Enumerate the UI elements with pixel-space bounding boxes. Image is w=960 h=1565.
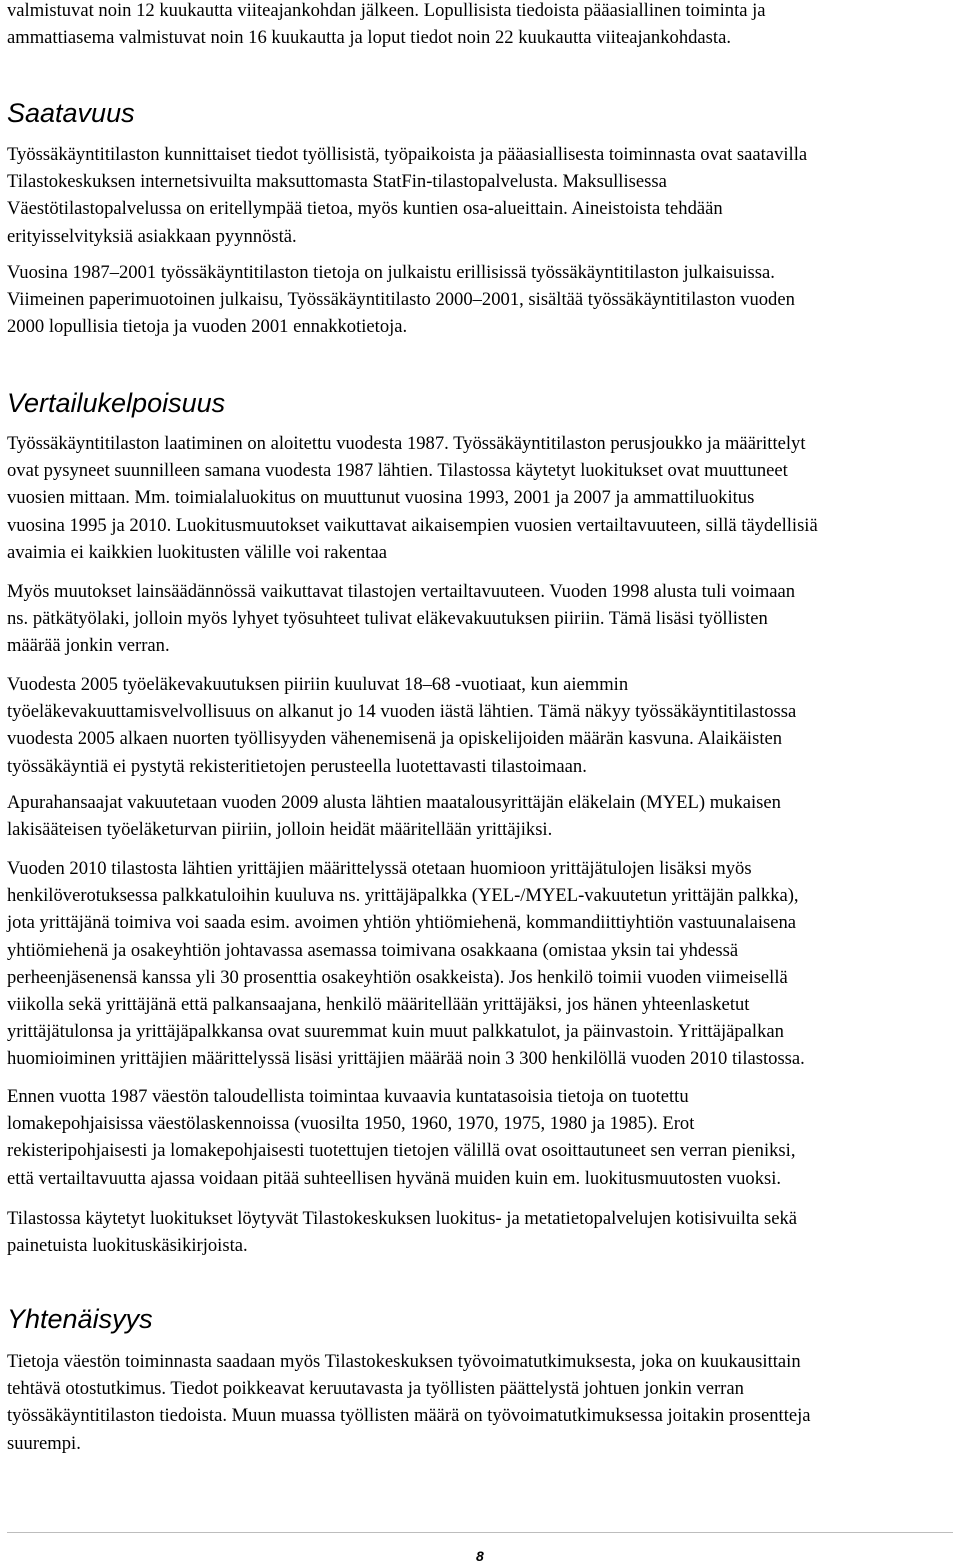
text-line: erityisselvityksiä asiakkaan pyynnöstä. [7, 225, 297, 247]
text-line: henkilöverotuksessa palkkatuloihin kuuluva ns. yrittäjäpalkka (YEL-/MYEL-vakuutetun yrittäjän palkka), [7, 885, 799, 907]
paragraph [7, 430, 818, 566]
paragraph [7, 259, 795, 341]
text-line: Tilastokeskuksen internetsivuilta maksuttomasta StatFin-tilastopalvelusta. Maksullisessa [7, 171, 667, 193]
paragraph [7, 1348, 811, 1457]
text-line: Myös muutokset lainsäädännössä vaikuttavat tilastojen vertailtavuuteen. Vuoden 1998 alusta tuli voimaan [7, 581, 796, 602]
intro-paragraph [7, 0, 766, 51]
text-line: ns. pätkätyölaki, jolloin myös lyhyet työsuhteet tulivat eläkevakuutuksen piiriin. Tämä lisäsi työllisten [7, 608, 768, 630]
text-line: vuodesta 2005 alkaen nuorten työllisyyden vähenemisenä ja opiskelijoiden määrän kasvuna. Alaikäisten [7, 728, 783, 750]
text-line: tehtävä otostutkimus. Tiedot poikkeavat keruutavasta ja työllisten päättelystä johtuen jonkin verran [7, 1378, 744, 1400]
text-line: määrää jonkin verran. [7, 635, 170, 657]
text-line: Vuoden 2010 tilastosta lähtien yrittäjien määrittelyssä otetaan huomioon yrittäjätulojen lisäksi myös [7, 858, 752, 879]
paragraph [7, 141, 807, 250]
text-line: perheenjäsenensä kanssa yli 30 prosenttia osakeyhtiön osakkeista). Jos henkilö toimii vuoden viimeisellä [7, 966, 788, 988]
text-line: huomioiminen yrittäjien määrittelyssä lisäsi yrittäjien määrää noin 3 300 henkilöllä vuoden 2010 tilastossa. [7, 1048, 805, 1070]
text-line: valmistuvat noin 12 kuukautta viiteajankohdan jälkeen. Lopullisista tiedoista pääasiallinen toiminta ja [7, 0, 766, 21]
text-line: Tietoja väestön toiminnasta saadaan myös Tilastokeskuksen työvoimatutkimuksesta, joka on kuukausittain [7, 1351, 801, 1372]
text-line: Väestötilastopalvelussa on eritellympää tietoa, myös kuntien osa-alueittain. Aineistoista tehdään [7, 198, 723, 220]
text-line: vuosien mittaan. Mm. toimialaluokitus on muuttunut vuosina 1993, 2001 ja 2007 ja ammattiluokitus [7, 487, 755, 509]
text-line: Vuodesta 2005 työeläkevakuutuksen piiriin kuuluvat 18–68 -vuotiaat, kun aiemmin [7, 674, 629, 695]
text-line: vuosina 1995 ja 2010. Luokitusmuutokset vaikuttavat aikaisempien vuosien vertailtavuuteen, sillä täydellisiä [7, 514, 818, 536]
paragraph [7, 671, 796, 780]
text-line: jota yrittäjänä toimiva voi saada esim. avoimen yhtiön yhtiömiehenä, kommandiittiyhtiön vastuunalaisena [7, 912, 797, 934]
text-line: Tilastossa käytetyt luokitukset löytyvät Tilastokeskuksen luokitus- ja metatietopalvelujen kotisivuilta sekä [7, 1208, 797, 1229]
page-number: 8 [476, 1548, 484, 1564]
text-line: viikolla sekä yrittäjänä että palkansaajana, henkilö määritellään yrittäjäksi, jos hänen yhteenlasketut [7, 994, 750, 1016]
section-heading-yhtenaisyys: Yhtenäisyys [7, 1304, 153, 1334]
text-line: työeläkevakuuttamisvelvollisuus on alkanut jo 14 vuoden iästä lähtien. Tämä näkyy työssäkäyntitilastossa [7, 701, 797, 723]
section-heading-vertailukelpoisuus: Vertailukelpoisuus [7, 388, 226, 418]
text-line: rekisteripohjaisesti ja lomakepohjaisesti tuotettujen tietojen välillä ovat osoittautuneet sen verran pieniksi, [7, 1140, 796, 1162]
text-line: yhtiömiehenä ja osakeyhtiön johtavassa asemassa toimivana osakkaana (omistaa yksin tai yhdessä [7, 939, 739, 961]
text-line: suurempi. [7, 1432, 81, 1454]
paragraph [7, 789, 781, 843]
paragraph [7, 578, 795, 660]
text-line: työssäkäyntiä ei pystytä rekisteritietojen perusteella luotettavasti tilastoimaan. [7, 755, 587, 777]
text-line: että vertailtavuutta ajassa voidaan pitää suhteellisen hyvänä muiden kuin em. luokitusmuutosten vuoksi. [7, 1167, 782, 1189]
text-line: lakisääteisen työeläketurvan piiriin, jolloin heidät määritellään yrittäjiksi. [7, 819, 553, 841]
text-line: Ennen vuotta 1987 väestön taloudellista toimintaa kuvaavia kuntatasoisia tietoja on tuotettu [7, 1086, 689, 1107]
text-line: Vuosina 1987–2001 työssäkäyntitilaston tietoja on julkaistu erillisissä työssäkäyntitilaston julkaisuissa. [7, 262, 775, 283]
text-line: työssäkäyntitilaston tiedoista. Muun muassa työllisten määrä on työvoimatutkimuksessa joitakin prosentteja [7, 1405, 811, 1427]
text-line: Viimeinen paperimuotoinen julkaisu, Työssäkäyntitilasto 2000–2001, sisältää työssäkäyntitilaston vuoden [7, 289, 795, 311]
paragraph [7, 1205, 797, 1259]
paragraph [7, 855, 805, 1073]
text-line: Apurahansaajat vakuutetaan vuoden 2009 alusta lähtien maatalousyrittäjän eläkelain (MYEL) mukaisen [7, 792, 781, 813]
footer-divider [7, 1532, 953, 1533]
text-line: ammattiasema valmistuvat noin 16 kuukautta ja loput tiedot noin 22 kuukautta viiteajankohdasta. [7, 27, 731, 49]
text-line: yrittäjätulonsa ja yrittäjäpalkkansa ovat suuremmat kuin muut palkkatulot, ja päinvastoin. Yrittäjäpalkan [7, 1021, 784, 1043]
text-line: painetuista luokituskäsikirjoista. [7, 1235, 248, 1257]
text-line: Työssäkäyntitilaston laatiminen on aloitettu vuodesta 1987. Työssäkäyntitilaston perusjoukko ja määrittelyt [7, 433, 806, 454]
text-line: lomakepohjaisissa väestölaskennoissa (vuosilta 1950, 1960, 1970, 1975, 1980 ja 1985). Erot [7, 1113, 695, 1135]
text-line: ovat pysyneet suunnilleen samana vuodesta 1987 lähtien. Tilastossa käytetyt luokitukset ovat muuttuneet [7, 460, 788, 482]
text-line: Työssäkäyntitilaston kunnittaiset tiedot työllisistä, työpaikoista ja pääasiallisesta toiminnasta ovat saatavilla [7, 144, 808, 165]
paragraph [7, 1083, 795, 1192]
text-line: 2000 lopullisia tietoja ja vuoden 2001 ennakkotietoja. [7, 316, 408, 338]
text-line: avaimia ei kaikkien luokitusten välille voi rakentaa [7, 541, 388, 563]
section-heading-saatavuus: Saatavuus [7, 98, 135, 128]
